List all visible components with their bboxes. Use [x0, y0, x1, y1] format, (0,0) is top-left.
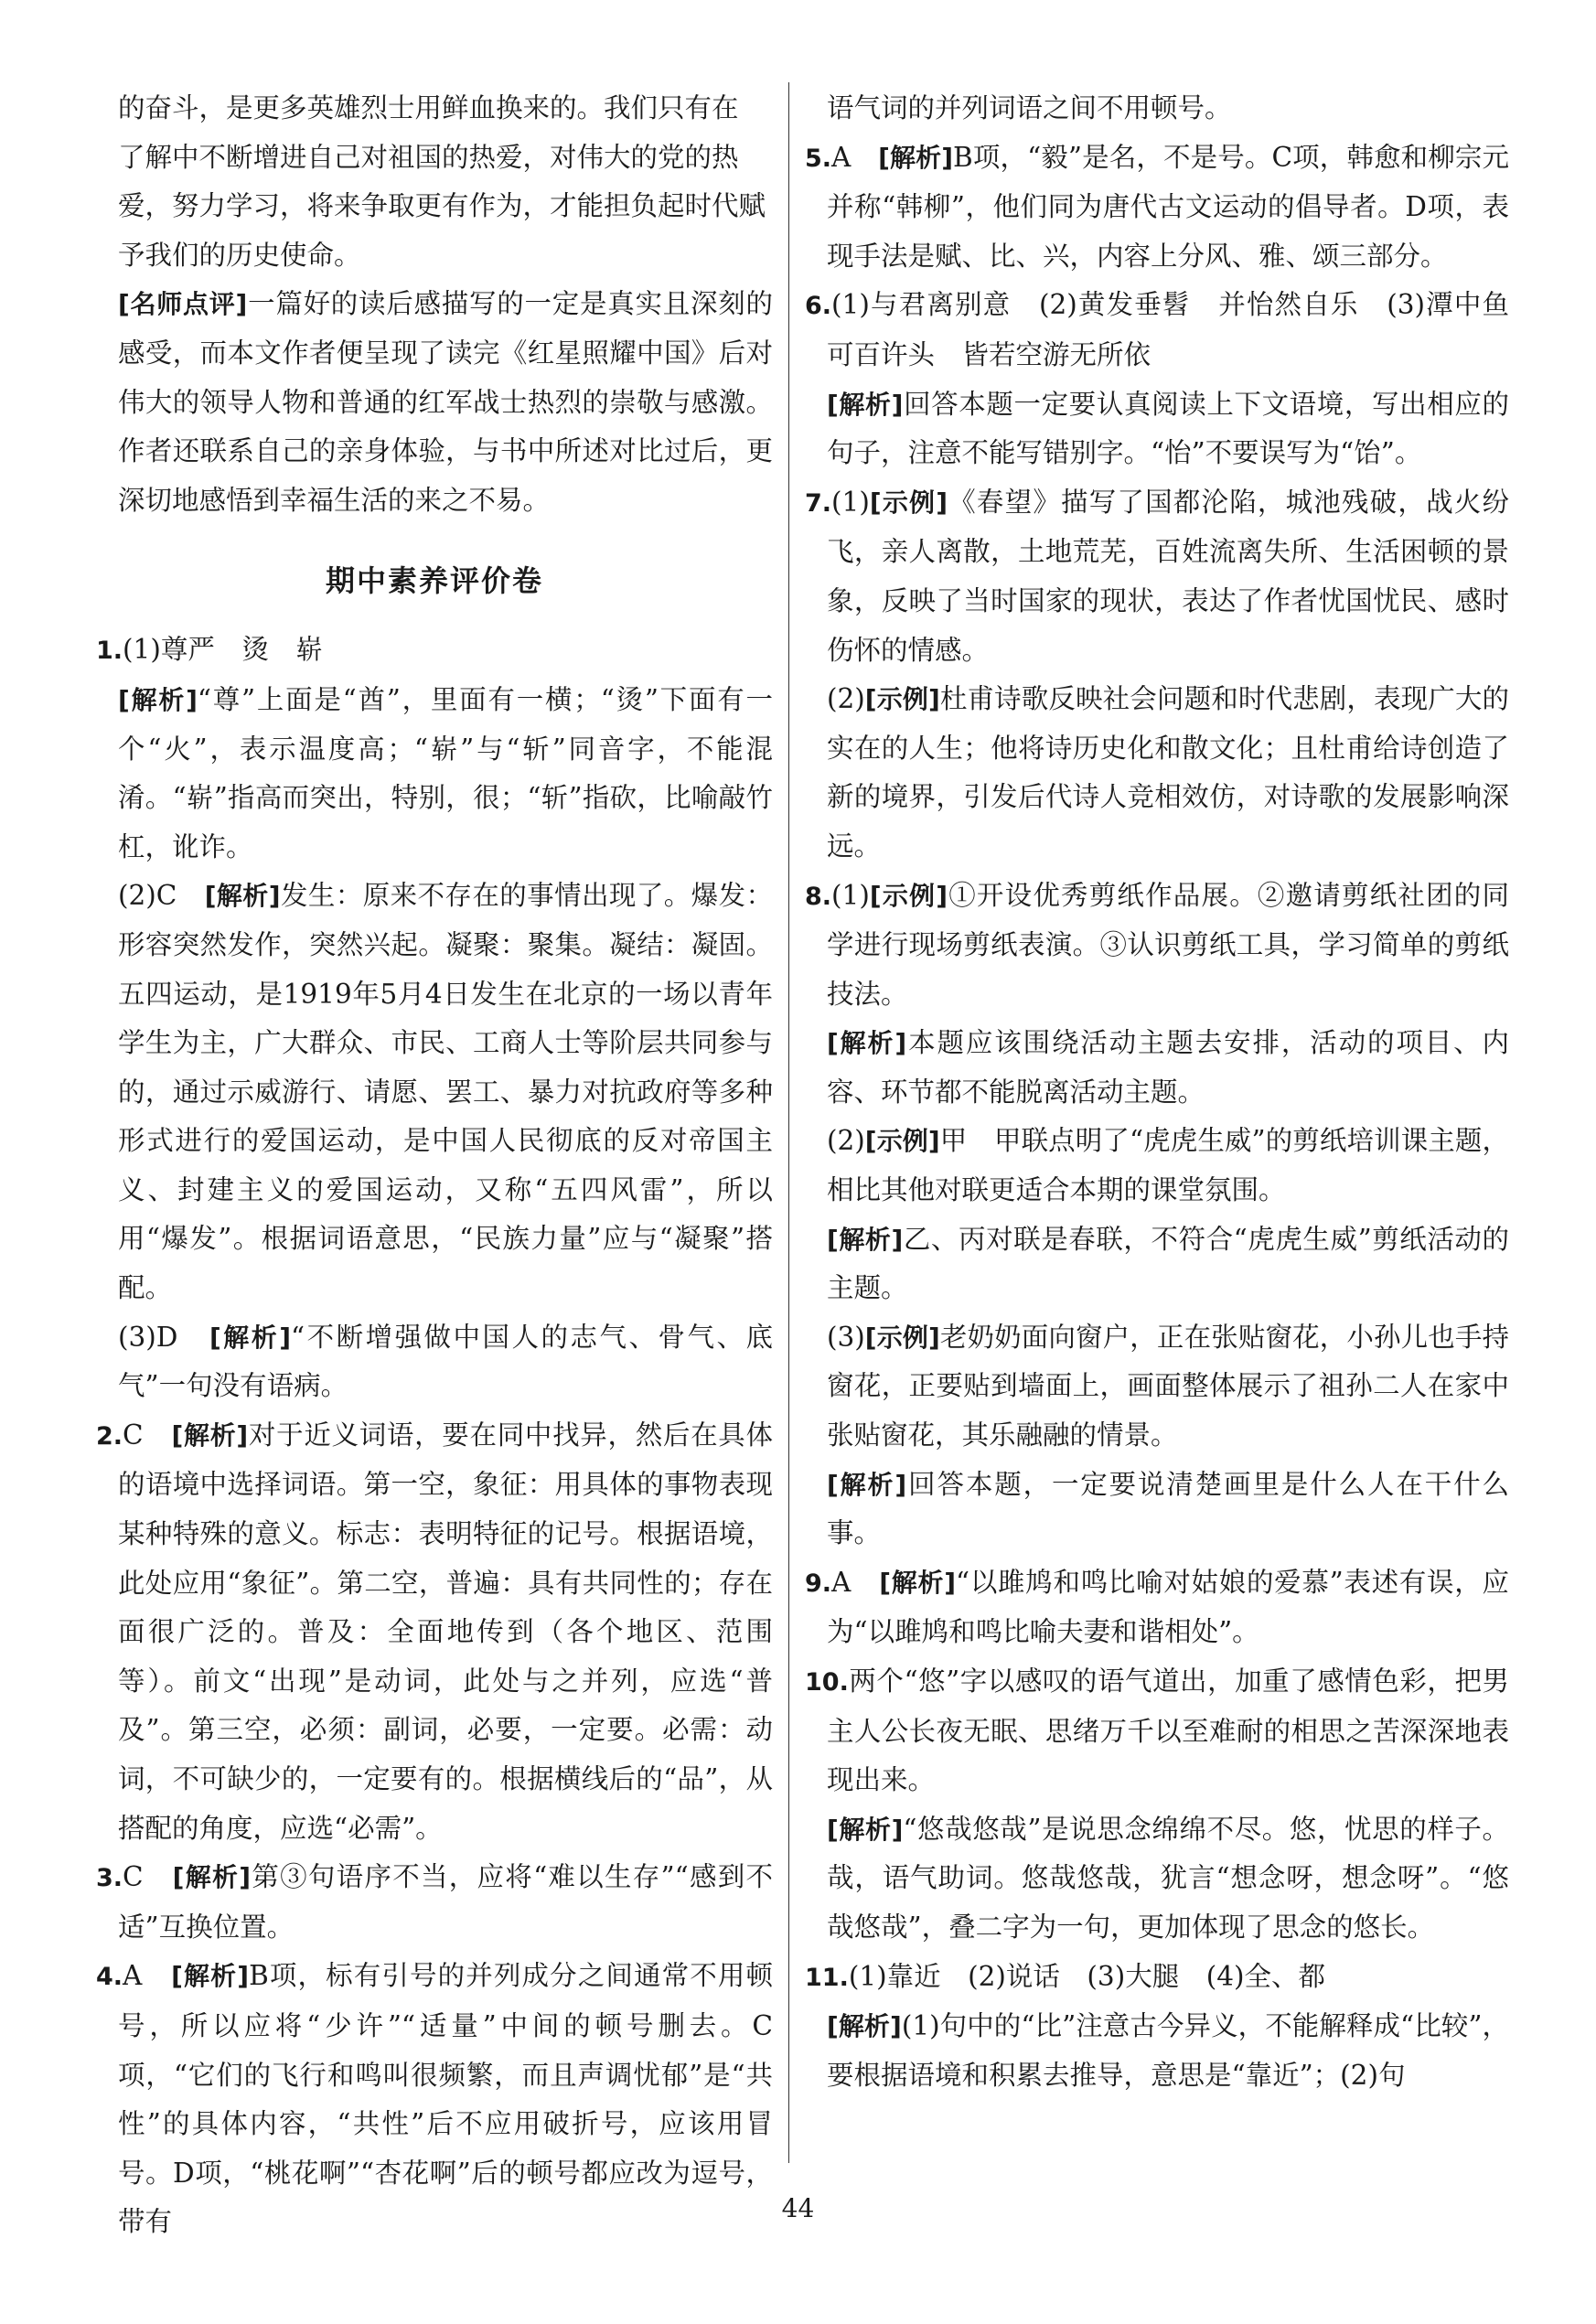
example-tag: [示例] [864, 684, 940, 715]
example-tag: [示例] [864, 1322, 940, 1353]
analysis-text: B项，“毅”是名，不是号。C项，韩愈和柳宗元并称“韩柳”，他们同为唐代古文运动的倡导者。D项，表现手法是赋、比、兴，内容上分风、雅、颂三部分。 [827, 141, 1509, 272]
analysis [805, 380, 1509, 478]
answer-text: (3)D [118, 1321, 209, 1353]
answer-text: (2)C [118, 880, 205, 912]
answer-text: 两个“悠”字以感叹的语气道出，加重了感情色彩，把男主人公长夜无眠、思绪万千以至难耐的相思之苦深深地表现出来。 [827, 1665, 1509, 1796]
analysis-text: B项，标有引号的并列成分之间通常不用顿号，所以应将“少许”“适量”中间的顿号删去。C项，“它们的飞行和鸣叫很频繁，而且声调忧郁”是“共性”的具体内容，“共性”后不应用破折号，应该用冒号。D项，“桃花啊”“杏花啊”后的顿号都应改为逗号，带有 [118, 1960, 773, 2238]
question-1 [96, 626, 773, 676]
page-number: 44 [781, 2193, 815, 2223]
answer-text: A [831, 141, 879, 173]
analysis-tag: [解析] [171, 1419, 249, 1451]
analysis [805, 1461, 1509, 1558]
analysis-text: 第③句语序不当，应将“难以生存”“感到不适”互换位置。 [118, 1861, 773, 1943]
question-3 [96, 1853, 773, 1952]
sub-number: (2) [827, 683, 865, 715]
sub-number: (2) [827, 1125, 865, 1157]
analysis-tag: [解析] [878, 142, 954, 173]
example-tag: [示例] [869, 880, 948, 911]
analysis-tag: [解析] [827, 1469, 907, 1500]
analysis-tag: [解析] [204, 881, 281, 912]
analysis-text: “以雎鸠和鸣比喻对姑娘的爱慕”表述有误，应为“以雎鸠和鸣比喻夫妻和谐相处”。 [827, 1566, 1509, 1648]
analysis-text: “尊”上面是“酋”，里面有一横；“烫”下面有一个“火”，表示温度高；“崭”与“斩”同音字，不能混淆。“崭”指高而突出，特别，很；“斩”指砍，比喻敲竹杠，讹诈。 [118, 683, 773, 862]
answer-text: (1)尊严 烫 崭 [123, 634, 323, 666]
analysis-tag: [解析] [827, 389, 904, 420]
example-text: 杜甫诗歌反映社会问题和时代悲剧，表现广大的实在的人生；他将诗历史化和散文化；且杜甫给诗创造了新的境界，引发后代诗人竞相效仿，对诗歌的发展影响深远。 [827, 683, 1509, 862]
question-number: 8. [805, 882, 832, 911]
example-tag: [示例] [869, 487, 948, 518]
question-2 [96, 1411, 773, 1853]
example-text: 《春望》描写了国都沦陷，城池残破，战火纷飞，亲人离散，土地荒芜，百姓流离失所、生活困顿的景象，反映了当时国家的现状，表达了作者忧国忧民、感时伤怀的情感。 [827, 486, 1509, 666]
question-5 [805, 134, 1509, 282]
answer-text: C [123, 1419, 172, 1451]
answer-analysis [96, 1313, 773, 1411]
question-11 [805, 1953, 1509, 2003]
example [805, 675, 1509, 871]
example-tag: [示例] [864, 1126, 940, 1157]
analysis-tag: [解析] [827, 1814, 904, 1845]
question-number: 10. [805, 1668, 849, 1697]
example-text: 老奶奶面向窗户，正在张贴窗花，小孙儿也手持窗花，正要贴到墙面上，画面整体展示了祖孙二人在家中张贴窗花，其乐融融的情景。 [827, 1321, 1509, 1451]
sub-number: (1) [831, 879, 870, 911]
question-number: 2. [96, 1421, 123, 1451]
section-title: 期中素养评价卷 [325, 563, 543, 599]
review-text: 一篇好的读后感描写的一定是真实且深刻的感受，而本文作者便呈现了读完《红星照耀中国》后对伟大的领导人物和普通的红军战士热烈的崇敬与感激。作者还联系自己的亲身体验，与书中所述对比过后，更深切地感悟到幸福生活的来之不易。 [118, 288, 773, 516]
teacher-review [96, 280, 773, 525]
analysis-tag: [解析] [827, 2011, 902, 2042]
column-divider [788, 82, 789, 2163]
question-number: 6. [805, 292, 832, 321]
question-number: 11. [805, 1963, 849, 1992]
analysis-text: 发生：原来不存在的事情出现了。爆发：形容突然发作，突然兴起。凝聚：聚集。凝结：凝固。五四运动，是1919年5月4日发生在北京的一场以青年学生为主，广大群众、市民、工商人士等阶层共同参与的，通过示威游行、请愿、罢工、暴力对抗政府等多种形式进行的爱国运动，是中国人民彻底的反对帝国主义、封建主义的爱国运动，又称“五四风雷”，所以用“爆发”。根据词语意思，“民族力量”应与“凝聚”搭配。 [118, 880, 773, 1304]
sub-number: (3) [827, 1321, 865, 1353]
question-number: 5. [805, 144, 832, 173]
intro-line: 予我们的历史使命。 [118, 239, 361, 271]
question-number: 1. [96, 637, 123, 666]
question-8 [805, 872, 1509, 1020]
question-6 [805, 281, 1509, 380]
answer-analysis [96, 872, 773, 1312]
answer-text: A [831, 1566, 880, 1598]
example-text: 甲 甲联点明了“虎虎生威”的剪纸培训课主题，相比其他对联更适合本期的课堂氛围。 [827, 1125, 1509, 1206]
analysis-text: 乙、丙对联是春联，不符合“虎虎生威”剪纸活动的主题。 [827, 1223, 1509, 1304]
question-number: 9. [805, 1569, 832, 1598]
answer-text: A [123, 1960, 172, 1992]
left-column [96, 84, 773, 2247]
analysis-text: “不断增强做中国人的志气、骨气、底气”一句没有语病。 [118, 1321, 773, 1402]
intro-line: 了解中不断增进自己对祖国的热爱，对伟大的党的热 [118, 141, 739, 173]
intro-line: 的奋斗，是更多英雄烈士用鲜血换来的。我们只有在 [118, 92, 739, 123]
answer-text: C [123, 1861, 173, 1893]
question-7 [805, 478, 1509, 675]
question-number: 4. [96, 1963, 123, 1992]
answer-text: (1)靠近 (2)说话 (3)大腿 (4)全、都 [848, 1960, 1325, 1992]
analysis-text: 回答本题，一定要说清楚画里是什么人在干什么事。 [827, 1468, 1509, 1549]
analysis-tag: [解析] [209, 1322, 292, 1353]
question-9 [805, 1558, 1509, 1657]
analysis [805, 1216, 1509, 1313]
analysis-text: “悠哉悠哉”是说思念绵绵不尽。悠，忧思的样子。哉，语气助词。悠哉悠哉，犹言“想念呀，想念呀”。“悠哉悠哉”，叠二字为一句，更加体现了思念的悠长。 [827, 1813, 1509, 1943]
analysis-text: 回答本题一定要认真阅读上下文语境，写出相应的句子，注意不能写错别字。“怡”不要误写为“饴”。 [827, 388, 1509, 469]
analysis-tag: [解析] [118, 684, 198, 715]
analysis-tag: [解析] [172, 1862, 252, 1893]
analysis-tag: [解析] [171, 1961, 250, 1992]
analysis [96, 676, 773, 872]
example [805, 1313, 1509, 1461]
right-column [805, 84, 1509, 2100]
answer-text: (1)与君离别意 (2)黄发垂髫 并怡然自乐 (3)潭中鱼可百许头 皆若空游无所依 [827, 289, 1509, 370]
question-number: 3. [96, 1864, 123, 1893]
analysis-tag: [解析] [827, 1028, 907, 1059]
intro-line: 爱，努力学习，将来争取更有作为，才能担负起时代赋 [118, 190, 766, 222]
continued-text: 语气词的并列词语之间不用顿号。 [827, 92, 1232, 123]
question-number: 7. [805, 488, 832, 518]
review-tag: [名师点评] [118, 289, 248, 320]
analysis-tag: [解析] [879, 1567, 957, 1598]
sub-number: (1) [831, 486, 870, 518]
analysis [805, 1805, 1509, 1953]
analysis-text: 本题应该围绕活动主题去安排，活动的项目、内容、环节都不能脱离活动主题。 [827, 1027, 1509, 1108]
analysis-text: (1)句中的“比”注意古今异义，不能解释成“比较”，要根据语境和积累去推导，意思是“靠近”；(2)句 [827, 2010, 1509, 2091]
question-10 [805, 1657, 1509, 1805]
analysis-tag: [解析] [827, 1224, 904, 1255]
example [805, 1117, 1509, 1215]
analysis [805, 2002, 1509, 2100]
example-text: ①开设优秀剪纸作品展。②邀请剪纸社团的同学进行现场剪纸表演。③认识剪纸工具，学习简单的剪纸技法。 [827, 879, 1509, 1010]
analysis-text: 对于近义词语，要在同中找异，然后在具体的语境中选择词语。第一空，象征：用具体的事物表现某种特殊的意义。标志：表明特征的记号。根据语境，此处应用“象征”。第二空，普遍：具有共同性的；存在面很广泛的。普及：全面地传到（各个地区、范围等）。前文“出现”是动词，此处与之并列，应选“普及”。第三空，必须：副词，必要，一定要。必需：动词，不可缺少的，一定要有的。根据横线后的“品”，从搭配的角度，应选“必需”。 [118, 1419, 773, 1844]
analysis [805, 1019, 1509, 1117]
